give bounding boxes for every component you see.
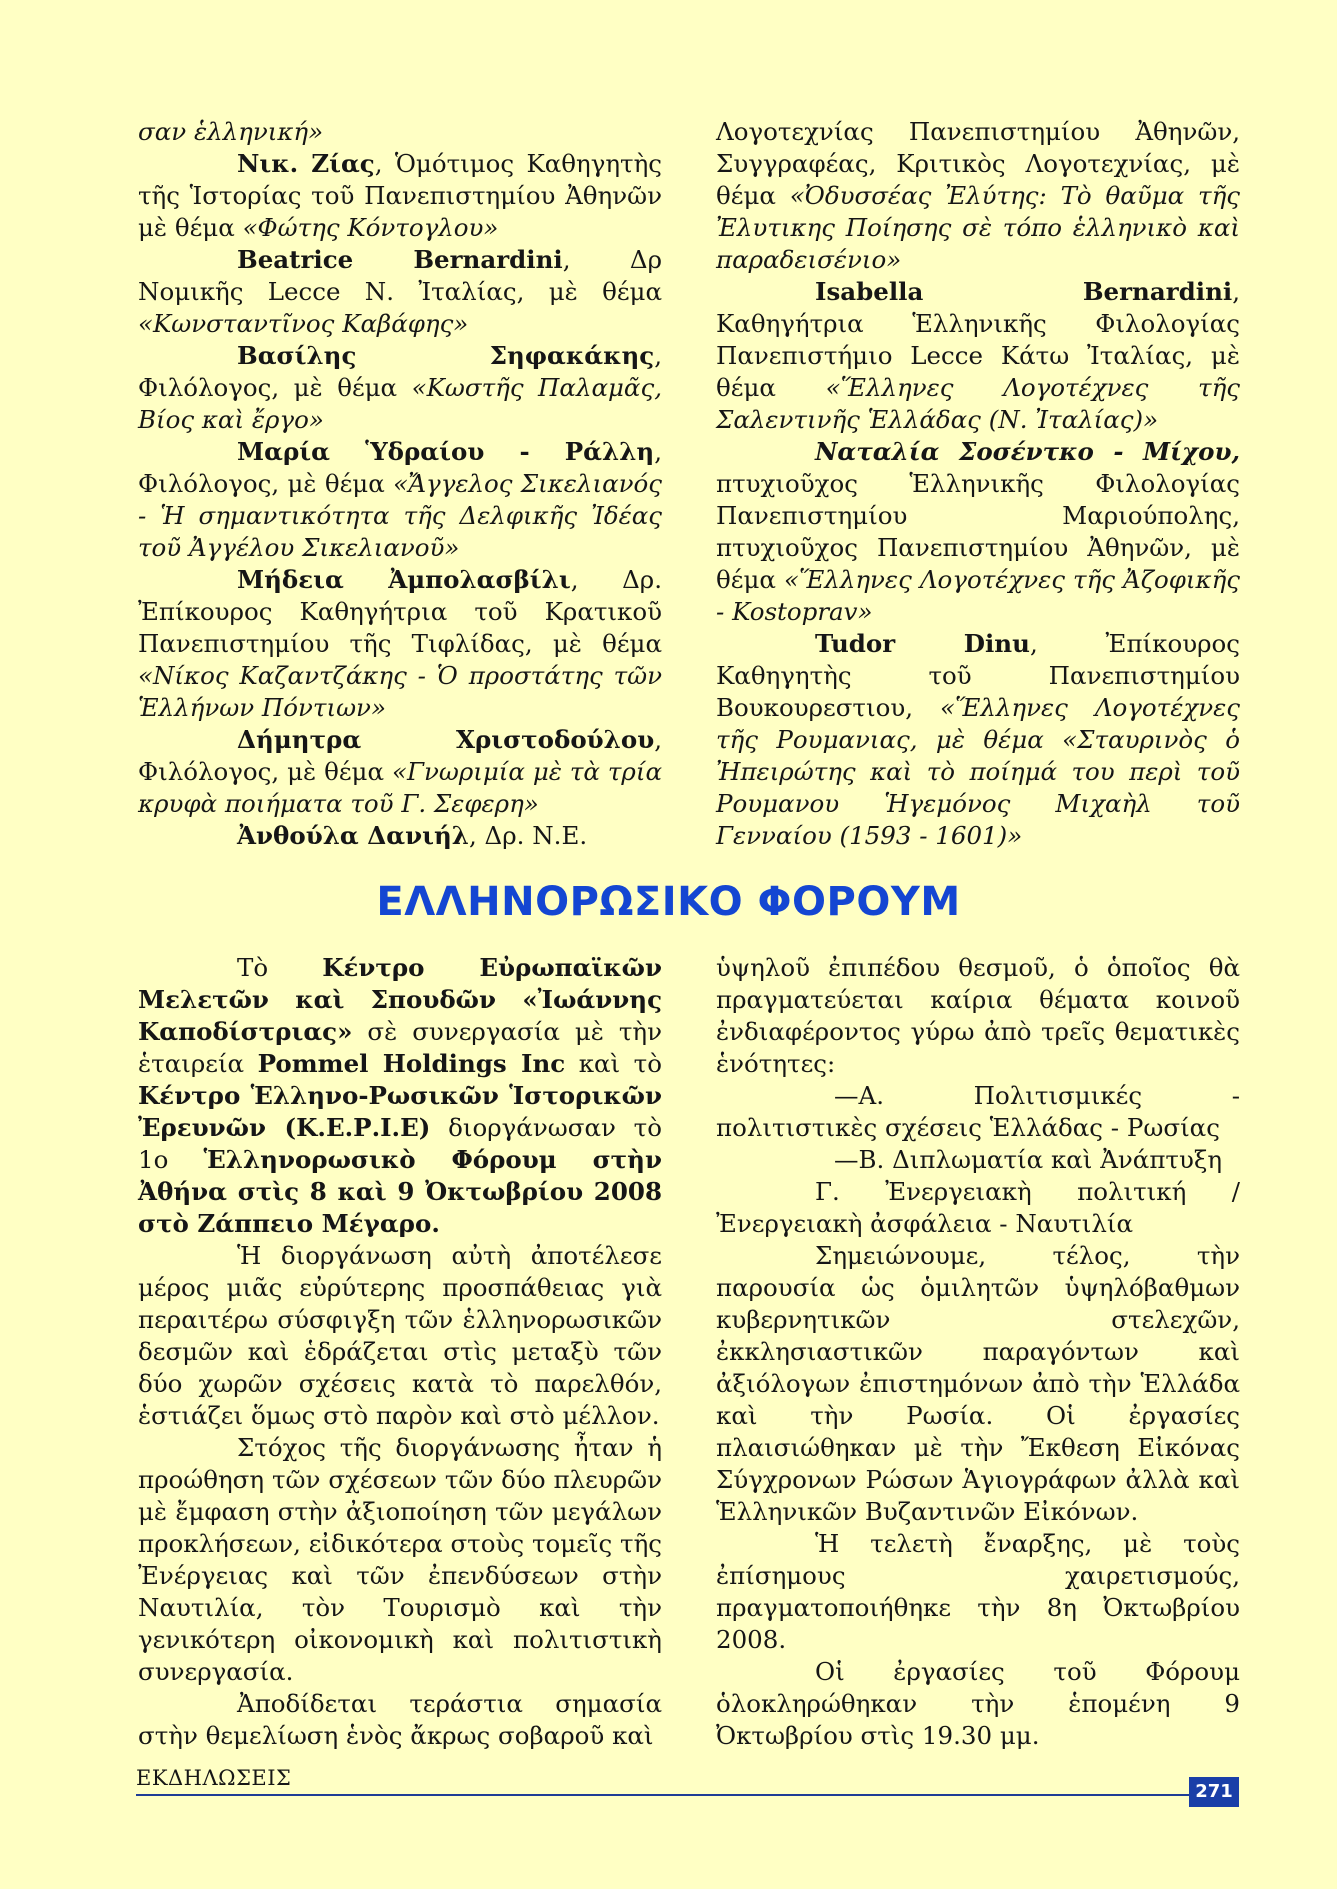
paragraph: Στόχος τῆς διοργάνωσης ἦταν ἡ προώθηση τῶν σχέσεων τῶν δύο πλευρῶν μὲ ἔμφαση στὴν ἀξιοποίηση τῶν μεγάλων προκλήσεων, εἰδικότερα στοὺς τομεῖς τῆς Ἐνέργειας καὶ τῶν ἐπενδύσεων στὴν Ναυτιλία, τὸν Τουρισμὸ καὶ τὴν γενικότερη οἰκονομικὴ καὶ πολιτιστικὴ συνεργασία. bbox=[138, 1433, 662, 1686]
talk-title: «Κωνσταντῖνος Καβάφης» bbox=[138, 309, 469, 338]
talk-title: «Κωστῆς Παλαμᾶς, Βίος καὶ ἔργο» bbox=[138, 373, 662, 434]
paragraph: Τὸ Κέντρο Εὐρωπαϊκῶν Μελετῶν καὶ Σπουδῶν «Ἰωάννης Καποδίστριας» σὲ συνεργασία μὲ τὴν ἑταιρεία Pommel Holdings Inc καὶ τὸ Κέντρο Ἑλληνο-Ρωσικῶν Ἱστορικῶν Ἐρευνῶν (Κ.Ε.Ρ.Ι.Ε) διοργάνωσαν τὸ 1ο Ἑλληνορωσικὸ Φόρουμ στὴν Ἀθήνα στὶς 8 καὶ 9 Ὀκτωβρίου 2008 στὸ Ζάππειο Μέγαρο. bbox=[138, 953, 662, 1238]
speaker-name: Βασίλης Σηφακάκης bbox=[237, 341, 655, 370]
speaker-name: Νικ. Ζίας bbox=[237, 149, 375, 178]
speaker-name: Δήμητρα Χριστοδούλου bbox=[237, 725, 655, 754]
section-title: ΕΛΛΗΝΟΡΩΣΙΚΟ ΦΟΡΟΥΜ bbox=[376, 879, 961, 925]
speaker-entry: Μαρία Ὑδραίου - Ράλλη, Φιλόλογος, μὲ θέμα «Ἄγγελος Σικελιανός - Ἡ σημαντικότητα τῆς Δελφικῆς Ἰδέας τοῦ Ἀγγέλου Σικελιανοῦ» bbox=[138, 437, 662, 562]
speaker-name: Μαρία Ὑδραίου - Ράλλη bbox=[237, 437, 655, 466]
talk-title: «Ἕλληνες Λογοτέχνες τῆς Ρουμανιας, μὲ θέμα «Σταυρινὸς ὁ Ἠπειρώτης καὶ τὸ ποίημά του περὶ τοῦ Ρουμανου Ἡγεμόνος Μιχαὴλ τοῦ Γενναίου (1593 - 1601)» bbox=[716, 693, 1240, 850]
speaker-entry: Isabella Bernardini, Καθηγήτρια Ἑλληνικῆς Φιλολογίας Πανεπιστήμιο Lecce Κάτω Ἰταλίας, μὲ θέμα «Ἕλληνες Λογοτέχνες τῆς Σαλεντινῆς Ἑλλάδας (Ν. Ἰταλίας)» bbox=[716, 277, 1241, 434]
paragraph: Ἡ διοργάνωση αὐτὴ ἀποτέλεσε μέρος μιᾶς εὐρύτερης προσπάθειας γιὰ περαιτέρω σύσφιγξη τῶν ἑλληνορωσικῶν δεσμῶν καὶ ἑδράζεται στὶς μεταξὺ τῶν δύο χωρῶν σχέσεις κατὰ τὸ παρελθόν, ἑστιάζει ὅμως στὸ παρὸν καὶ στὸ μέλλον. bbox=[138, 1241, 662, 1430]
speaker-name: Beatrice Bernardini bbox=[237, 245, 563, 274]
paragraph: ὑψηλοῦ ἐπιπέδου θεσμοῦ, ὁ ὁποῖος θὰ πραγματεύεται καίρια θέματα κοινοῦ ἐνδιαφέροντος γύρω ἀπὸ τρεῖς θεματικὲς ἑνότητες: bbox=[716, 953, 1240, 1078]
column-bottom-right bbox=[716, 952, 1240, 1752]
footer-section-label: ΕΚΔΗΛΩΣΕΙΣ bbox=[136, 1766, 292, 1790]
paragraph: Ἀποδίδεται τεράστια σημασία στὴν θεμελίωση ἑνὸς ἄκρως σοβαροῦ καὶ bbox=[138, 1689, 662, 1750]
speaker-name: Isabella Bernardini bbox=[815, 277, 1233, 306]
speaker-entry: Βασίλης Σηφακάκης, Φιλόλογος, μὲ θέμα «Κωστῆς Παλαμᾶς, Βίος καὶ ἔργο» bbox=[138, 341, 662, 434]
talk-title: «Γνωριμία μὲ τὰ τρία κρυφὰ ποιήματα τοῦ Γ. Σεφερη» bbox=[138, 757, 662, 818]
speaker-entry: Beatrice Bernardini, Δρ Νομικῆς Lecce Ν. Ἰταλίας, μὲ θέμα «Κωνσταντῖνος Καβάφης» bbox=[138, 245, 662, 338]
column-bottom-left bbox=[138, 952, 662, 1752]
paragraph: σαν ἑλληνική» bbox=[138, 117, 324, 146]
column-top-left bbox=[138, 116, 662, 852]
talk-title: «Νίκος Καζαντζάκης - Ὁ προστάτης τῶν Ἑλλήνων Πόντιων» bbox=[138, 661, 662, 722]
speaker-entry: Δήμητρα Χριστοδούλου, Φιλόλογος, μὲ θέμα «Γνωριμία μὲ τὰ τρία κρυφὰ ποιήματα τοῦ Γ. Σεφερη» bbox=[138, 725, 662, 818]
talk-title: «Ὀδυσσέας Ἐλύτης: Τὸ θαῦμα τῆς Ἐλυτικης Ποίησης σὲ τόπο ἑλληνικὸ καὶ παραδεισένιο» bbox=[716, 181, 1240, 274]
speaker-entry: Ναταλία Σοσέντκο - Μίχου, πτυχιοῦχος Ἑλληνικῆς Φιλολογίας Πανεπιστημίου Μαριούπολης, πτυχιοῦχος Πανεπιστημίου Ἀθηνῶν, μὲ θέμα «Ἕλληνες Λογοτέχνες τῆς Ἀζοφικῆς - Kostoprav» bbox=[716, 437, 1241, 626]
speaker-entry: Ἀνθούλα Δανιήλ, Δρ. Ν.Ε. bbox=[237, 821, 588, 850]
talk-title: «Φώτης Κόντογλου» bbox=[242, 213, 499, 242]
speaker-name: Ναταλία Σοσέντκο - Μίχου, bbox=[815, 437, 1240, 466]
page-number: 271 bbox=[1189, 1777, 1239, 1807]
speaker-name: Tudor Dinu bbox=[815, 629, 1030, 658]
paragraph: Ἡ τελετὴ ἔναρξης, μὲ τοὺς ἐπίσημους χαιρετισμούς, πραγματοποιήθηκε τὴν 8η Ὀκτωβρίου 2008. bbox=[716, 1529, 1240, 1654]
talk-title: «Ἕλληνες Λογοτέχνες τῆς Σαλεντινῆς Ἑλλάδας (Ν. Ἰταλίας)» bbox=[716, 373, 1241, 434]
column-top-right bbox=[716, 116, 1240, 852]
talk-title: «Ἄγγελος Σικελιανός - Ἡ σημαντικότητα τῆς Δελφικῆς Ἰδέας τοῦ Ἀγγέλου Σικελιανοῦ» bbox=[138, 469, 662, 562]
list-item: —Β. Διπλωματία καὶ Ἀνάπτυξη bbox=[834, 1145, 1223, 1174]
speaker-entry: Νικ. Ζίας, Ὁμότιμος Καθηγητὴς τῆς Ἱστορίας τοῦ Πανεπιστημίου Ἀθηνῶν μὲ θέμα «Φώτης Κόντογλου» bbox=[138, 149, 663, 242]
speaker-entry: Λογοτεχνίας Πανεπιστημίου Ἀθηνῶν, Συγγραφέας, Κριτικὸς Λογοτεχνίας, μὲ θέμα «Ὀδυσσέας Ἐλύτης: Τὸ θαῦμα τῆς Ἐλυτικης Ποίησης σὲ τόπο ἑλληνικὸ καὶ παραδεισένιο» bbox=[716, 117, 1240, 274]
speaker-entry: Μήδεια Ἀμπολασβίλι, Δρ. Ἐπίκουρος Καθηγήτρια τοῦ Κρατικοῦ Πανεπιστημίου τῆς Τιφλίδας, μὲ θέμα «Νίκος Καζαντζάκης - Ὁ προστάτης τῶν Ἑλλήνων Πόντιων» bbox=[138, 565, 662, 722]
speaker-entry: Tudor Dinu, Ἐπίκουρος Καθηγητὴς τοῦ Πανεπιστημίου Βουκουρεστιου, «Ἕλληνες Λογοτέχνες τῆς Ρουμανιας, μὲ θέμα «Σταυρινὸς ὁ Ἠπειρώτης καὶ τὸ ποίημά του περὶ τοῦ Ρουμανου Ἡγεμόνος Μιχαὴλ τοῦ Γενναίου (1593 - 1601)» bbox=[716, 629, 1240, 850]
footer-divider bbox=[136, 1794, 1191, 1796]
list-item: —Α. Πολιτισμικές - πολιτιστικὲς σχέσεις Ἑλλάδας - Ρωσίας bbox=[716, 1081, 1240, 1142]
paragraph: Οἱ ἐργασίες τοῦ Φόρουμ ὁλοκληρώθηκαν τὴν ἑπομένη 9 Ὀκτωβρίου στὶς 19.30 μμ. bbox=[716, 1657, 1240, 1750]
speaker-name: Μήδεια Ἀμπολασβίλι bbox=[237, 565, 571, 594]
talk-title: «Ἕλληνες Λογοτέχνες τῆς Ἀζοφικῆς - Kostoprav» bbox=[716, 565, 1241, 626]
speaker-name: Ἀνθούλα Δανιήλ bbox=[237, 821, 469, 850]
list-item: Γ. Ἐνεργειακὴ πολιτική / Ἐνεργειακὴ ἀσφάλεια - Ναυτιλία bbox=[716, 1177, 1240, 1238]
paragraph: Σημειώνουμε, τέλος, τὴν παρουσία ὡς ὁμιλητῶν ὑψηλόβαθμων κυβερνητικῶν στελεχῶν, ἐκκλησιαστικῶν παραγόντων καὶ ἀξιόλογων ἐπιστημόνων ἀπὸ τὴν Ἑλλάδα καὶ τὴν Ρωσία. Οἱ ἐργασίες πλαισιώθηκαν μὲ τὴν Ἔκθεση Εἰκόνας Σύγχρονων Ρώσων Ἁγιογράφων ἀλλὰ καὶ Ἑλληνικῶν Βυζαντινῶν Εἰκόνων. bbox=[716, 1241, 1240, 1526]
